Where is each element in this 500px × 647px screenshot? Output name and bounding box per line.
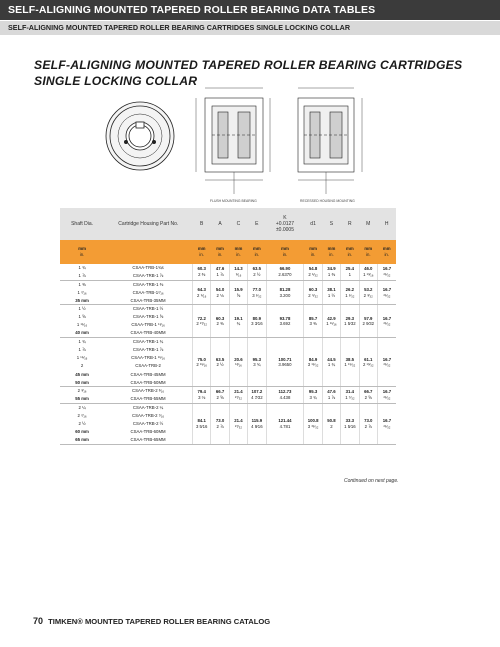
dimension-in: ²⁷⁄₃₂	[234, 395, 243, 400]
header-h: H	[377, 208, 396, 240]
dimension-mm: 73.0	[364, 418, 373, 424]
dimension-mm: 66.7	[364, 389, 373, 395]
dimension-mm: 63.5	[215, 356, 225, 362]
dimension-cell	[229, 387, 247, 403]
dimension-in: ²⁷⁄₃₂	[234, 423, 243, 429]
dimension-cell	[341, 387, 359, 403]
units-cell	[248, 240, 266, 264]
unit-mm: mm	[346, 246, 354, 252]
dimension-cell	[377, 338, 396, 387]
dimension-cell	[192, 387, 210, 403]
dimension-mm: 72.2	[197, 315, 206, 321]
dimension-in: ²¹⁄₃₂	[383, 395, 391, 400]
units-cell	[304, 240, 322, 264]
shaft-dia-cell: 45 mm	[75, 371, 89, 377]
dimension-in: 3 ¾	[253, 362, 261, 368]
dimension-in: 2 ³⁄₃₂	[363, 292, 373, 298]
dimension-mm: 112.73	[278, 389, 292, 395]
dimension-mm: 38.1	[327, 287, 336, 293]
dimension-in: 3 5⁄16	[195, 423, 208, 429]
dimension-in: 3.200	[279, 292, 291, 298]
dimension-cell	[304, 280, 322, 305]
dimension-mm: 121.44	[278, 418, 292, 424]
continued-note: Continued on next page.	[344, 478, 399, 484]
dimension-mm: 100.8	[307, 418, 319, 424]
dimension-cell	[359, 387, 377, 403]
dimension-in: ⅝	[236, 292, 241, 298]
shaft-dia-cell: 1 ½	[78, 306, 86, 312]
shaft-dia-cell: 60 mm	[75, 428, 89, 434]
part-number-cell: CSAA-TRB-1 ⅜	[132, 281, 164, 287]
dimension-cell	[266, 305, 304, 338]
dimension-in: 2 ²⁷⁄₃₂	[196, 321, 208, 327]
dimension-cell	[211, 280, 229, 305]
header-k-tol-1: +0.0127	[275, 221, 295, 227]
dimension-mm: 66.90	[279, 266, 291, 272]
dimension-mm: 47.6	[215, 266, 225, 272]
dimension-in: 2 ⅜	[198, 271, 206, 277]
dimension-mm: 16.7	[382, 389, 392, 395]
dimension-mm: 16.7	[382, 266, 392, 272]
dimension-mm: 79.4	[197, 389, 206, 395]
dimension-mm: 16.7	[382, 418, 392, 424]
dimension-cell	[266, 387, 304, 403]
part-number-cell: CSAA-TRB-60MM	[130, 428, 166, 434]
header-k-label: K	[283, 215, 287, 221]
unit-in: in.	[329, 252, 334, 257]
unit-in: in.	[384, 252, 389, 257]
header-r: R	[341, 208, 359, 240]
dimension-in: 2 ⁵⁄₃₂	[308, 271, 318, 277]
bearing-data-table	[60, 208, 396, 445]
dimension-in: 2 ⅛	[216, 292, 224, 298]
part-number-cell: CSAA-TRB-2	[135, 363, 161, 369]
header-b: B	[192, 208, 210, 240]
dimension-mm: 75.0	[197, 356, 206, 362]
dimension-mm: 15.9	[234, 287, 243, 293]
dimension-cell	[359, 338, 377, 387]
dimension-cell	[229, 280, 247, 305]
shaft-dia-cell: 55 mm	[60, 395, 104, 403]
footer-brand: TIMKEN	[48, 617, 78, 626]
dimension-cell	[359, 264, 377, 280]
dimension-cell	[377, 305, 396, 338]
unit-mm: mm	[234, 246, 243, 252]
dimension-cell	[359, 280, 377, 305]
dimension-in: 1 ¹⁹⁄₃₂	[344, 362, 356, 368]
dimension-in: 4.781	[279, 423, 291, 429]
dimension-cell	[377, 403, 396, 444]
header-shaft-dia: Shaft Dia.	[60, 208, 104, 240]
page-title-line-2: SINGLE LOCKING COLLAR	[34, 74, 198, 88]
dimension-mm: 42.9	[327, 315, 336, 321]
dimension-cell	[322, 403, 340, 444]
dimension-in: 2 ⅝	[216, 395, 224, 400]
dimension-in: 4 9⁄16	[251, 423, 263, 429]
dimension-cell	[322, 264, 340, 280]
dimension-in: 3 ⅛	[198, 395, 206, 400]
dimension-cell	[359, 305, 377, 338]
dimension-in: 4.438	[279, 395, 291, 400]
dimension-mm: 14.3	[234, 266, 243, 272]
shaft-dia-cell: 1 ¾	[78, 339, 86, 345]
dimension-cell	[341, 338, 359, 387]
dimension-mm: 46.0	[364, 266, 373, 272]
dimension-in: 1 ½	[327, 292, 336, 298]
dimension-cell	[192, 280, 210, 305]
side-view-recessed-drawing	[298, 88, 362, 194]
dimension-mm: 47.6	[327, 389, 336, 395]
dimension-in: 2 ⁹⁄₃₂	[308, 292, 318, 298]
dimension-in: 2.6370	[278, 271, 292, 277]
shaft-dia-cell: 2 ¼	[78, 404, 86, 410]
table-row	[60, 403, 396, 411]
unit-mm: mm	[309, 246, 317, 252]
dimension-mm: 80.9	[252, 315, 262, 321]
header-c: C	[229, 208, 247, 240]
header-m: M	[359, 208, 377, 240]
dimension-cell	[248, 264, 266, 280]
dimension-in: 3 ⅜	[309, 321, 317, 327]
footer-catalog-title: MOUNTED TAPERED ROLLER BEARING CATALOG	[84, 617, 271, 626]
dimension-in: ²¹⁄₃₂	[383, 362, 391, 368]
dimension-in: 1 ⅞	[327, 395, 336, 400]
dimension-mm: 33.3	[345, 418, 355, 424]
dimension-in: 3.692	[279, 321, 291, 327]
shaft-dia-cell: 2 ⁷⁄₁₆	[77, 412, 87, 418]
dimension-in: 2 ⅜	[216, 321, 224, 327]
dimension-in: 1	[348, 271, 352, 277]
dimension-cell	[229, 403, 247, 444]
header-a: A	[211, 208, 229, 240]
page-number: 70	[33, 616, 44, 626]
dimension-mm: 81.28	[279, 287, 291, 293]
dimension-cell	[266, 338, 304, 387]
header-k	[266, 208, 304, 240]
dimension-in: 3 ¹¹⁄₃₂	[307, 362, 319, 368]
shaft-dia-cell: 1 ¾	[78, 265, 86, 271]
part-number-cell: CSAA-TRB-1 ⅞	[104, 272, 192, 280]
units-row	[60, 240, 396, 264]
unit-in: in.	[199, 252, 204, 257]
unit-mm: mm	[216, 246, 224, 252]
dimension-cell	[304, 403, 322, 444]
table-row	[60, 338, 396, 346]
dimension-in: 1 ⅞	[216, 271, 224, 277]
units-cell	[211, 240, 229, 264]
dimension-cell	[266, 264, 304, 280]
dimension-in: 2 ¹³⁄₃₂	[362, 362, 374, 368]
unit-in: in.	[217, 252, 223, 257]
dimension-cell	[229, 264, 247, 280]
unit-in: in.	[365, 252, 371, 257]
dimension-cell	[248, 338, 266, 387]
dimension-cell	[304, 338, 322, 387]
shaft-dia-cell: 2 ³⁄₁₆	[77, 388, 87, 394]
dimension-cell	[341, 403, 359, 444]
dimension-in: ¹³⁄₁₆	[235, 362, 242, 368]
dimension-in: 1 ⁷⁄₃₂	[345, 395, 355, 400]
unit-in: in.	[254, 252, 260, 257]
unit-in: in.	[310, 252, 316, 257]
dimension-mm: 60.3	[197, 266, 206, 272]
dimension-mm: 84.1	[197, 418, 206, 424]
part-number-cell: CSAA-TRB-1 ⅝	[132, 314, 164, 320]
shaft-dia-cell: 2 ½	[78, 420, 86, 426]
dimension-cell	[341, 280, 359, 305]
part-number-cell: CSAA-TRB-45MM	[130, 371, 166, 377]
unit-mm: mm	[253, 246, 261, 252]
shaft-dia-cell: 1 ⅞	[78, 347, 86, 353]
dimension-mm: 60.3	[215, 315, 225, 321]
dimension-in: 1 ¾	[327, 362, 336, 368]
dimension-mm: 25.4	[345, 266, 355, 272]
dimension-cell	[211, 305, 229, 338]
dimension-in: 2 ⁹⁄₁₆	[197, 292, 207, 298]
dimension-mm: 50.8	[327, 418, 336, 424]
dimension-cell	[211, 264, 229, 280]
dimension-cell	[211, 338, 229, 387]
dimension-in: 3 ³¹⁄₃₂	[307, 423, 319, 429]
dimension-in: ¾	[236, 321, 241, 327]
dimension-in: 4 7⁄32	[251, 395, 263, 400]
dimension-cell	[304, 305, 322, 338]
front-view-drawing	[106, 102, 174, 170]
dimension-cell	[359, 403, 377, 444]
table-row	[60, 264, 396, 272]
dimension-cell	[322, 280, 340, 305]
dimension-mm: 107.2	[251, 389, 263, 395]
dimension-in: 2 ½	[253, 271, 261, 277]
dimension-mm: 73.0	[215, 418, 225, 424]
shaft-dia-cell: 1 ⁷⁄₁₆	[77, 289, 87, 295]
table-row	[60, 280, 396, 288]
dimension-mm: 34.9	[327, 266, 336, 272]
dimension-cell	[248, 305, 266, 338]
part-number-cell: CSAA-TRB-1 ½	[132, 306, 164, 312]
dimension-in: 2 ⅞	[216, 423, 224, 429]
dimension-in: 3 3⁄16	[251, 321, 263, 327]
drawing-caption-recessed: RECESSED HOUSING MOUNTING	[300, 199, 355, 203]
unit-mm: mm	[78, 246, 86, 252]
dimension-mm: 16.7	[382, 287, 392, 293]
table-row	[60, 387, 396, 395]
dimension-mm: 77.0	[252, 287, 262, 293]
dimension-cell	[229, 305, 247, 338]
subsection-header: SELF-ALIGNING MOUNTED TAPERED ROLLER BEARING CARTRIDGES SINGLE LOCKING COLLAR	[0, 21, 500, 35]
units-cell	[60, 240, 104, 264]
dimension-cell	[341, 264, 359, 280]
dimension-cell	[248, 280, 266, 305]
dimension-in: 3.9650	[278, 362, 292, 368]
dimension-mm: 44.5	[327, 356, 336, 362]
dimension-mm: 16.7	[382, 315, 392, 321]
dimension-cell	[266, 280, 304, 305]
dimension-cell	[211, 387, 229, 403]
dimension-mm: 57.9	[364, 315, 373, 321]
dimension-mm: 100.71	[278, 356, 292, 362]
dimension-cell	[322, 387, 340, 403]
shaft-dia-cell: 1 ¹⁵⁄₁₆	[76, 355, 88, 361]
dimension-mm: 31.4	[345, 389, 355, 395]
dimension-mm: 19.1	[234, 315, 243, 321]
shaft-dia-cell: 2	[80, 363, 84, 369]
shaft-dia-cell: 1 ¹¹⁄₁₆	[76, 322, 88, 328]
dimension-cell	[192, 338, 210, 387]
unit-in: in.	[79, 252, 85, 257]
part-number-cell: CSAA-TRB-55MM	[104, 395, 192, 403]
dimension-mm: 20.6	[234, 356, 243, 362]
dimension-mm: 26.2	[345, 287, 355, 293]
dimension-mm: 63.5	[252, 266, 262, 272]
dimension-in: 2 9⁄32	[362, 321, 374, 327]
dimension-cell	[192, 305, 210, 338]
header-s: S	[322, 208, 340, 240]
dimension-mm: 38.5	[345, 356, 355, 362]
drawing-caption-flush: FLUSH MOUNTING BEARING	[210, 199, 257, 203]
dimension-mm: 61.1	[364, 356, 373, 362]
dimension-cell	[377, 280, 396, 305]
page-title-line-1: SELF-ALIGNING MOUNTED TAPERED ROLLER BEARING CARTRIDGES	[34, 58, 463, 72]
dimension-mm: 93.78	[279, 315, 291, 321]
part-number-cell: CSAA-TRB-2 ³⁄₁₆	[132, 388, 165, 394]
dimension-mm: 16.7	[382, 356, 392, 362]
page-footer	[33, 616, 270, 626]
header-d1: d1	[304, 208, 322, 240]
dimension-mm: 85.7	[308, 315, 318, 321]
part-number-cell: CSAA-TRB-2 ¼	[132, 404, 164, 410]
dimension-cell	[192, 403, 210, 444]
part-number-cell: CSAA-TRB-1 ¾	[132, 339, 164, 345]
header-part-no: Cartridge Housing Part No.	[104, 208, 192, 240]
dimension-cell	[229, 338, 247, 387]
dimension-in: ²¹⁄₃₂	[383, 423, 391, 429]
shaft-dia-cell: 40 mm	[60, 330, 104, 338]
unit-in: in.	[347, 252, 353, 257]
dimension-mm: 53.2	[364, 287, 373, 293]
dimension-in: 1 ¹¹⁄₁₆	[326, 321, 337, 327]
cartridge-technical-drawing	[100, 76, 400, 204]
unit-mm: mm	[281, 246, 289, 252]
dimension-in: ⁹⁄₁₆	[235, 271, 242, 277]
part-number-cell: CSAA-TRB-2 ½	[132, 420, 164, 426]
dimension-in: 1 5⁄16	[344, 423, 356, 429]
unit-mm: mm	[327, 246, 336, 252]
dimension-mm: 84.9	[308, 356, 318, 362]
dimension-in: ²¹⁄₃₂	[383, 271, 391, 277]
dimension-mm: 21.4	[234, 389, 243, 395]
dimension-mm: 60.3	[308, 287, 318, 293]
table-header-row	[60, 208, 396, 240]
units-cell	[229, 240, 247, 264]
units-cell	[359, 240, 377, 264]
part-number-cell: CSAA-TRB-65MM	[104, 436, 192, 444]
shaft-dia-cell: 1 ⅜	[78, 281, 86, 287]
part-number-cell: CSAA-TRB-2 ⁷⁄₁₆	[131, 412, 165, 418]
dimension-in: ²¹⁄₃₂	[383, 292, 391, 298]
dimension-in: 1 ¹³⁄₁₆	[363, 271, 374, 277]
shaft-dia-cell: 35 mm	[60, 297, 104, 305]
dimension-cell	[304, 387, 322, 403]
dimension-in: 2 ⅞	[364, 423, 372, 429]
table-body	[60, 264, 396, 444]
dimension-mm: 95.3	[252, 356, 262, 362]
dimension-cell	[377, 387, 396, 403]
dimension-cell	[341, 305, 359, 338]
dimension-mm: 54.0	[215, 287, 225, 293]
dimension-in: ²¹⁄₃₂	[383, 321, 391, 327]
dimension-mm: 115.9	[251, 418, 263, 424]
dimension-in: 3 ¾	[309, 395, 317, 400]
dimension-cell	[248, 387, 266, 403]
part-number-cell: CSAA-TRB-35MM	[104, 297, 192, 305]
table-row	[60, 305, 396, 313]
dimension-cell	[211, 403, 229, 444]
dimension-in: 3 ¹⁄₃₂	[252, 292, 262, 298]
part-number-cell: CSAA-TRB-1⁷⁄₁₆	[132, 289, 164, 295]
header-e: E	[248, 208, 266, 240]
units-cell	[377, 240, 396, 264]
dimension-in: 1 ⅜	[327, 271, 336, 277]
dimension-cell	[248, 403, 266, 444]
dimension-in: 2 ¹⁵⁄₁₆	[196, 362, 208, 368]
shaft-dia-cell: 1 ⅞	[60, 272, 104, 280]
dimension-cell	[322, 338, 340, 387]
dimension-mm: 66.7	[215, 389, 225, 395]
dimension-in: 1 5⁄32	[344, 321, 356, 327]
unit-mm: mm	[197, 246, 206, 252]
unit-mm: mm	[364, 246, 373, 252]
unit-in: in.	[282, 252, 288, 257]
section-header: SELF-ALIGNING MOUNTED TAPERED ROLLER BEARING DATA TABLES	[0, 0, 500, 20]
dimension-in: 2	[330, 423, 333, 429]
dimension-in: 1 ¹⁄₃₂	[345, 292, 355, 298]
footer-registered-mark: ®	[77, 617, 83, 626]
dimension-mm: 21.4	[234, 418, 243, 424]
dimension-mm: 29.3	[345, 315, 355, 321]
units-cell	[341, 240, 359, 264]
dimension-cell	[322, 305, 340, 338]
dimension-in: 2 ⅝	[364, 395, 372, 400]
unit-mm: mm	[382, 246, 391, 252]
units-cell	[266, 240, 304, 264]
dimension-cell	[266, 403, 304, 444]
units-cell	[322, 240, 340, 264]
units-cell	[104, 240, 192, 264]
header-k-tol-2: ±0.0005	[275, 227, 294, 233]
part-number-cell: CSAA-TRB-1¾s	[132, 265, 164, 271]
shaft-dia-cell: 50 mm	[60, 379, 104, 387]
part-number-cell: CSAA-TRB-50MM	[104, 379, 192, 387]
units-cell	[192, 240, 210, 264]
part-number-cell: CSAA-TRB-1 ¹¹⁄₁₆	[131, 322, 165, 328]
side-view-flush-drawing	[196, 88, 270, 194]
dimension-in: 2 ½	[216, 362, 224, 368]
dimension-mm: 54.8	[308, 266, 318, 272]
shaft-dia-cell: 65 mm	[60, 436, 104, 444]
dimension-mm: 95.3	[308, 389, 318, 395]
shaft-dia-cell: 1 ⅝	[78, 314, 86, 320]
dimension-cell	[192, 264, 210, 280]
part-number-cell: CSAA-TRB-1 ¹⁵⁄₁₆	[131, 355, 165, 361]
dimension-cell	[304, 264, 322, 280]
part-number-cell: CSAA-TRB-40MM	[104, 330, 192, 338]
unit-in: in.	[236, 252, 241, 257]
dimension-cell	[377, 264, 396, 280]
dimension-mm: 64.3	[197, 287, 206, 293]
part-number-cell: CSAA-TRB-1 ⅞	[132, 347, 164, 353]
